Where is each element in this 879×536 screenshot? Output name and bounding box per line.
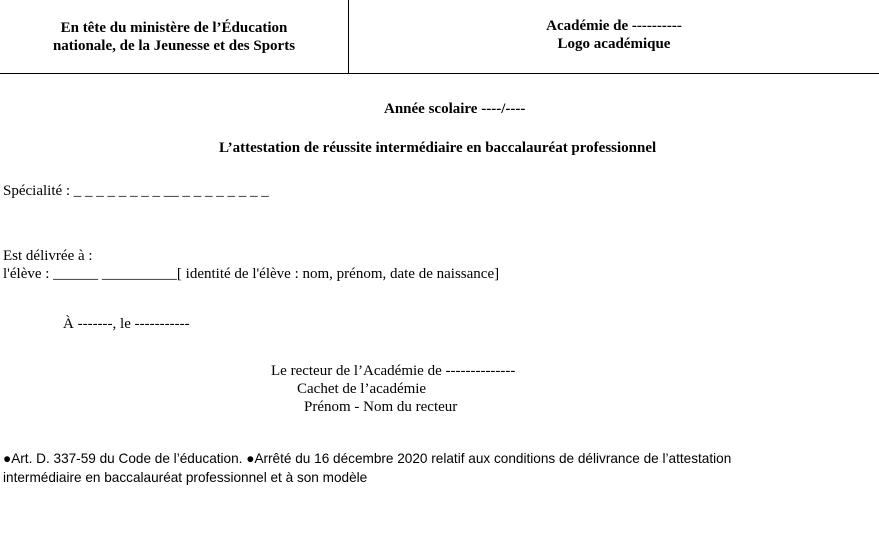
rector-name-line: Prénom - Nom du recteur: [304, 399, 458, 415]
academy-name: Académie de ----------: [546, 17, 682, 34]
academy-header-cell: [349, 0, 879, 73]
legal-references-line-1: ●Art. D. 337-59 du Code de l’éducation. ●Arrêté du 16 décembre 2020 relatif aux conditions de délivrance de l’attestation: [3, 451, 732, 466]
school-year: Année scolaire ----/----: [384, 101, 526, 117]
student-identity-line: l'élève : ______ __________[ identité de l'élève : nom, prénom, date de naissance]: [3, 266, 500, 282]
ministry-header-line-2: nationale, de la Jeunesse et des Sports: [52, 37, 296, 54]
letterhead-table: [0, 0, 879, 74]
specialty-field: Spécialité : _ _ _ _ _ _ _ _ __ _ _ _ _ _ _ _ _: [3, 183, 269, 199]
place-and-date: À -------, le -----------: [63, 316, 190, 332]
ministry-header-cell: [0, 0, 349, 73]
ministry-header-line-1: En tête du ministère de l’Éducation: [60, 19, 288, 36]
academy-logo-placeholder: Logo académique: [557, 35, 671, 52]
academy-stamp-line: Cachet de l’académie: [297, 381, 427, 397]
delivered-to-label: Est délivrée à :: [3, 248, 93, 264]
document-title: L’attestation de réussite intermédiaire en baccalauréat professionnel: [219, 140, 657, 156]
legal-references-line-2: intermédiaire en baccalauréat professionnel et à son modèle: [3, 470, 368, 485]
rector-signature-line: Le recteur de l’Académie de --------------: [271, 363, 516, 379]
